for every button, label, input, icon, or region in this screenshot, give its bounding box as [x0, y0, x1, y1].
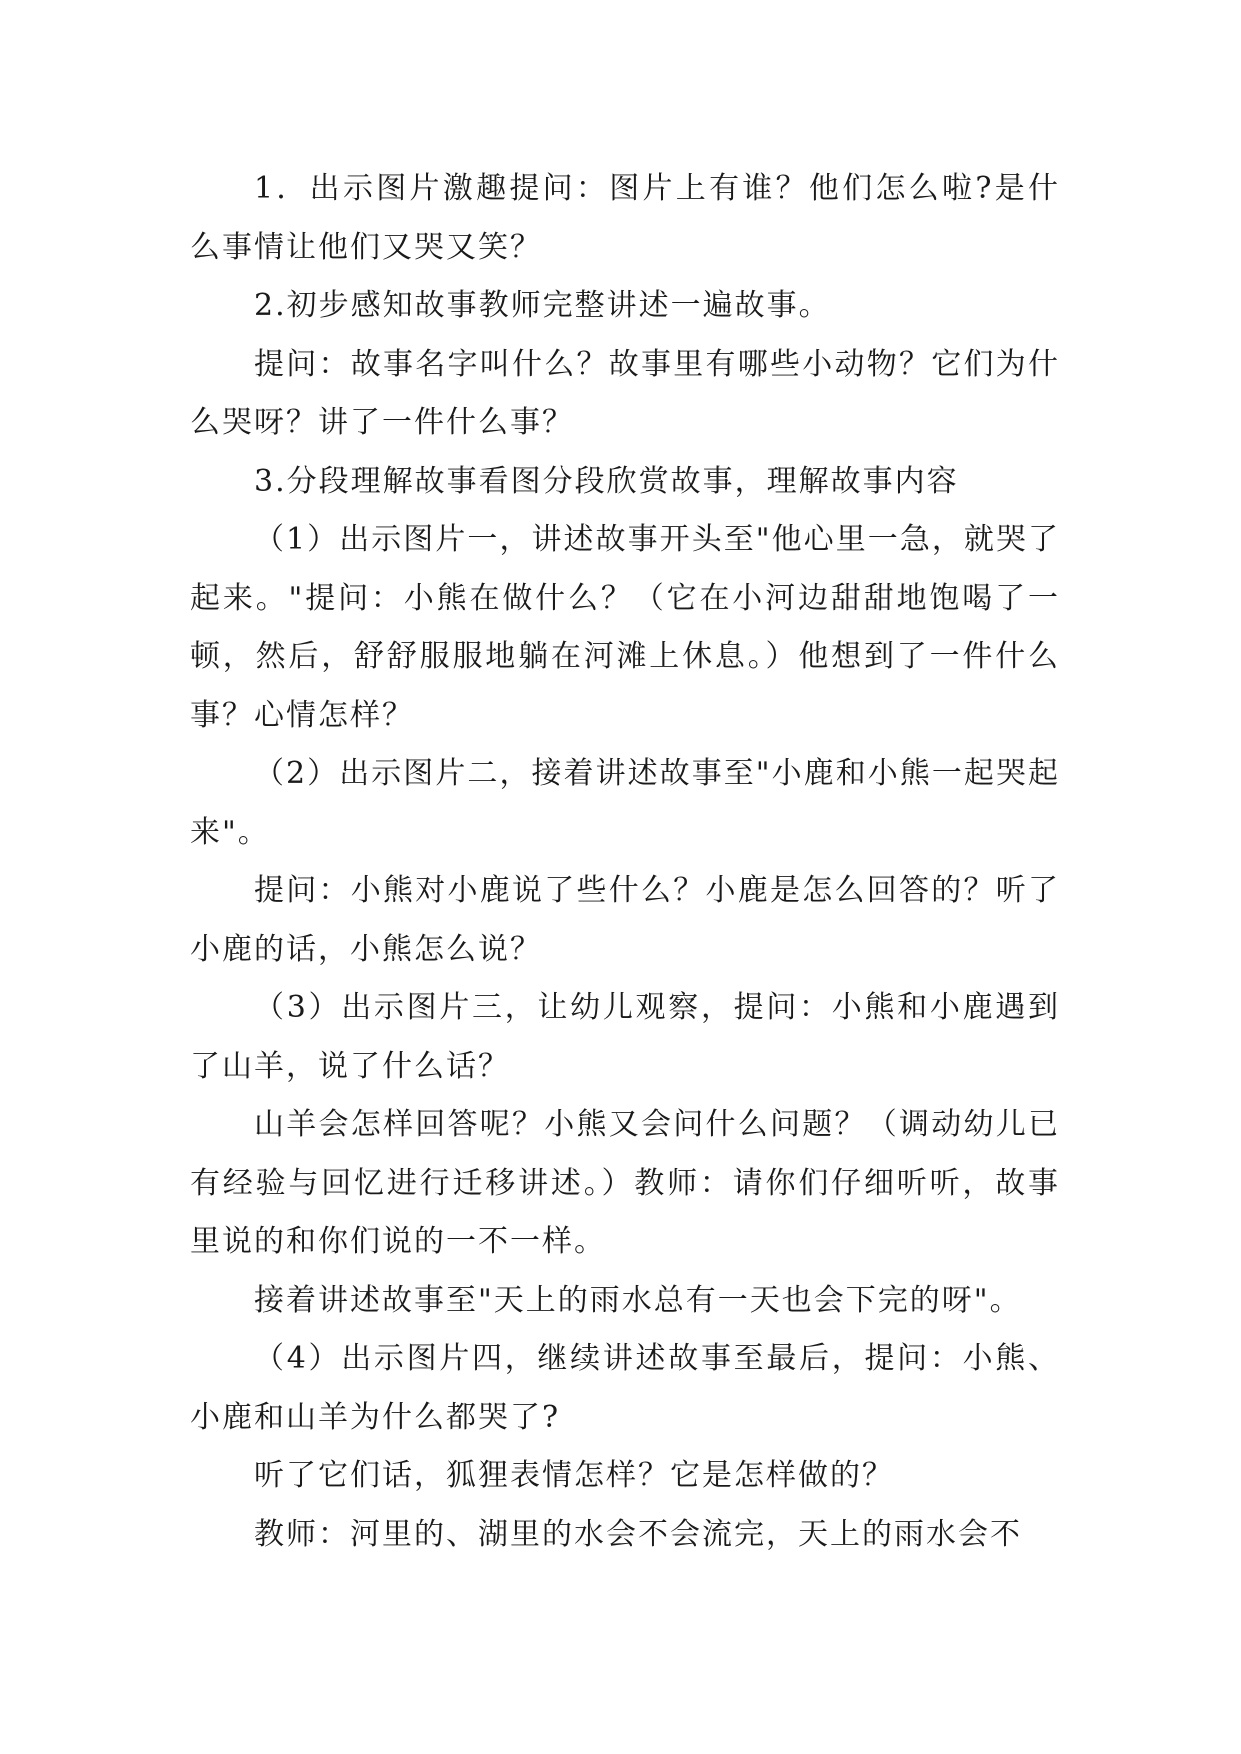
paragraph-3: 提问：故事名字叫什么？故事里有哪些小动物？它们为什么哭呀？讲了一件什么事？: [190, 346, 1060, 440]
paragraph-6: （2）出示图片二，接着讲述故事至"小鹿和小熊一起哭起来"。: [190, 756, 1060, 850]
document-page: [190, 160, 1060, 1564]
paragraph-7: 提问：小熊对小鹿说了些什么？小鹿是怎么回答的？听了小鹿的话，小熊怎么说？: [190, 873, 1060, 967]
paragraph-13: 教师：河里的、湖里的水会不会流完，天上的雨水会不: [254, 1516, 1022, 1552]
paragraph-9: 山羊会怎样回答呢？小熊又会问什么问题？（调动幼儿已有经验与回忆进行迁移讲述。）教师：请你们仔细听听，故事里说的和你们说的一不一样。: [190, 1107, 1060, 1259]
paragraph-8: （3）出示图片三，让幼儿观察，提问：小熊和小鹿遇到了山羊，说了什么话？: [190, 990, 1060, 1084]
paragraph-12: 听了它们话，狐狸表情怎样？它是怎样做的？: [254, 1458, 894, 1493]
paragraph-2: 2.初步感知故事教师完整讲述一遍故事。: [254, 288, 831, 323]
paragraph-4: 3.分段理解故事看图分段欣赏故事，理解故事内容: [254, 463, 959, 499]
paragraph-10: 接着讲述故事至"天上的雨水总有一天也会下完的呀"。: [254, 1282, 1022, 1318]
paragraph-1: 1．出示图片激趣提问：图片上有谁？他们怎么啦?是什么事情让他们又哭又笑？: [190, 171, 1060, 265]
paragraph-11: （4）出示图片四，继续讲述故事至最后，提问：小熊、小鹿和山羊为什么都哭了?: [190, 1341, 1060, 1435]
paragraph-5: （1）出示图片一，讲述故事开头至"他心里一急，就哭了起来。"提问：小熊在做什么？（它在小河边甜甜地饱喝了一顿，然后，舒舒服服地躺在河滩上休息。）他想到了一件什么事？心情怎样？: [190, 522, 1060, 733]
